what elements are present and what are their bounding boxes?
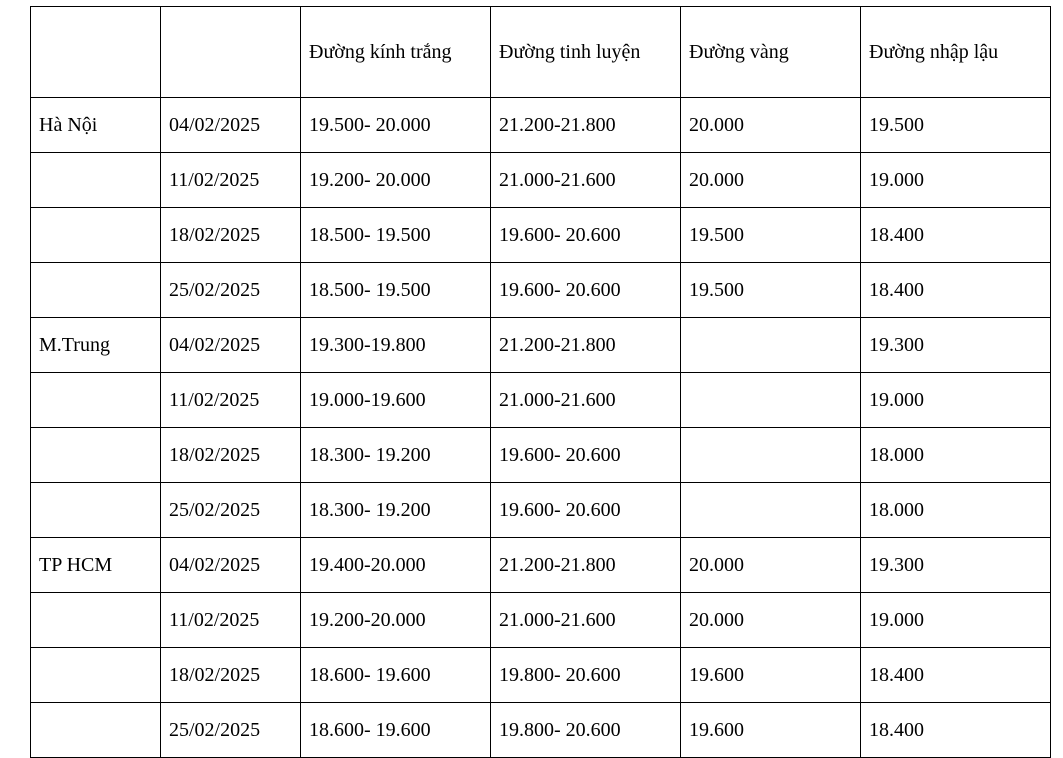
cell-region: [31, 648, 161, 703]
cell-region: TP HCM: [31, 538, 161, 593]
cell-refined-sugar: 19.600- 20.600: [491, 263, 681, 318]
cell-date: 18/02/2025: [161, 208, 301, 263]
table-row: [31, 208, 1051, 263]
cell-white-sugar: 18.300- 19.200: [301, 428, 491, 483]
cell-imported-sugar: 19.000: [861, 153, 1051, 208]
cell-white-sugar: 19.500- 20.000: [301, 98, 491, 153]
cell-yellow-sugar: [681, 373, 861, 428]
header-date: [161, 7, 301, 98]
cell-refined-sugar: 21.000-21.600: [491, 373, 681, 428]
cell-refined-sugar: 21.200-21.800: [491, 538, 681, 593]
table-row: [31, 428, 1051, 483]
cell-refined-sugar: 19.800- 20.600: [491, 648, 681, 703]
cell-refined-sugar: 19.600- 20.600: [491, 483, 681, 538]
cell-imported-sugar: 18.000: [861, 483, 1051, 538]
cell-imported-sugar: 18.400: [861, 703, 1051, 758]
cell-region: [31, 483, 161, 538]
sugar-price-table: [30, 6, 1051, 758]
header-white-sugar: Đường kính trắng: [301, 7, 491, 98]
cell-imported-sugar: 19.000: [861, 593, 1051, 648]
cell-yellow-sugar: 20.000: [681, 153, 861, 208]
table-row: [31, 593, 1051, 648]
cell-white-sugar: 18.500- 19.500: [301, 263, 491, 318]
cell-yellow-sugar: 19.600: [681, 703, 861, 758]
cell-region: Hà Nội: [31, 98, 161, 153]
cell-region: [31, 703, 161, 758]
cell-refined-sugar: 21.000-21.600: [491, 153, 681, 208]
table-row: [31, 538, 1051, 593]
cell-yellow-sugar: [681, 318, 861, 373]
cell-date: 11/02/2025: [161, 373, 301, 428]
cell-imported-sugar: 19.300: [861, 318, 1051, 373]
cell-imported-sugar: 18.400: [861, 648, 1051, 703]
cell-imported-sugar: 19.000: [861, 373, 1051, 428]
cell-white-sugar: 19.300-19.800: [301, 318, 491, 373]
cell-yellow-sugar: 20.000: [681, 593, 861, 648]
cell-yellow-sugar: 19.500: [681, 263, 861, 318]
cell-date: 18/02/2025: [161, 648, 301, 703]
cell-region: [31, 263, 161, 318]
cell-date: 25/02/2025: [161, 483, 301, 538]
cell-region: [31, 373, 161, 428]
cell-imported-sugar: 18.000: [861, 428, 1051, 483]
cell-refined-sugar: 19.600- 20.600: [491, 208, 681, 263]
cell-region: [31, 153, 161, 208]
header-region: [31, 7, 161, 98]
cell-white-sugar: 19.200-20.000: [301, 593, 491, 648]
cell-white-sugar: 18.600- 19.600: [301, 703, 491, 758]
cell-yellow-sugar: 20.000: [681, 538, 861, 593]
cell-region: [31, 428, 161, 483]
cell-white-sugar: 18.500- 19.500: [301, 208, 491, 263]
table-row: [31, 263, 1051, 318]
table-header: [31, 7, 1051, 98]
table-row: [31, 373, 1051, 428]
cell-date: 11/02/2025: [161, 593, 301, 648]
cell-date: 04/02/2025: [161, 318, 301, 373]
cell-white-sugar: 18.600- 19.600: [301, 648, 491, 703]
cell-white-sugar: 19.000-19.600: [301, 373, 491, 428]
cell-refined-sugar: 19.600- 20.600: [491, 428, 681, 483]
table-row: [31, 483, 1051, 538]
cell-refined-sugar: 19.800- 20.600: [491, 703, 681, 758]
cell-date: 25/02/2025: [161, 263, 301, 318]
cell-region: [31, 208, 161, 263]
cell-date: 11/02/2025: [161, 153, 301, 208]
table-row: [31, 153, 1051, 208]
cell-imported-sugar: 19.300: [861, 538, 1051, 593]
cell-refined-sugar: 21.000-21.600: [491, 593, 681, 648]
table-header-row: [31, 7, 1051, 98]
cell-refined-sugar: 21.200-21.800: [491, 98, 681, 153]
header-imported-sugar: Đường nhập lậu: [861, 7, 1051, 98]
table-row: [31, 98, 1051, 153]
cell-date: 04/02/2025: [161, 538, 301, 593]
cell-imported-sugar: 18.400: [861, 263, 1051, 318]
cell-yellow-sugar: 19.500: [681, 208, 861, 263]
cell-date: 18/02/2025: [161, 428, 301, 483]
table-body: [31, 98, 1051, 758]
header-refined-sugar: Đường tinh luyện: [491, 7, 681, 98]
header-yellow-sugar: Đường vàng: [681, 7, 861, 98]
cell-date: 25/02/2025: [161, 703, 301, 758]
cell-imported-sugar: 19.500: [861, 98, 1051, 153]
cell-yellow-sugar: 20.000: [681, 98, 861, 153]
cell-yellow-sugar: [681, 483, 861, 538]
cell-white-sugar: 19.400-20.000: [301, 538, 491, 593]
cell-yellow-sugar: [681, 428, 861, 483]
cell-yellow-sugar: 19.600: [681, 648, 861, 703]
cell-white-sugar: 19.200- 20.000: [301, 153, 491, 208]
cell-region: [31, 593, 161, 648]
table-row: [31, 703, 1051, 758]
cell-refined-sugar: 21.200-21.800: [491, 318, 681, 373]
table-row: [31, 318, 1051, 373]
cell-date: 04/02/2025: [161, 98, 301, 153]
table-row: [31, 648, 1051, 703]
cell-white-sugar: 18.300- 19.200: [301, 483, 491, 538]
cell-imported-sugar: 18.400: [861, 208, 1051, 263]
cell-region: M.Trung: [31, 318, 161, 373]
